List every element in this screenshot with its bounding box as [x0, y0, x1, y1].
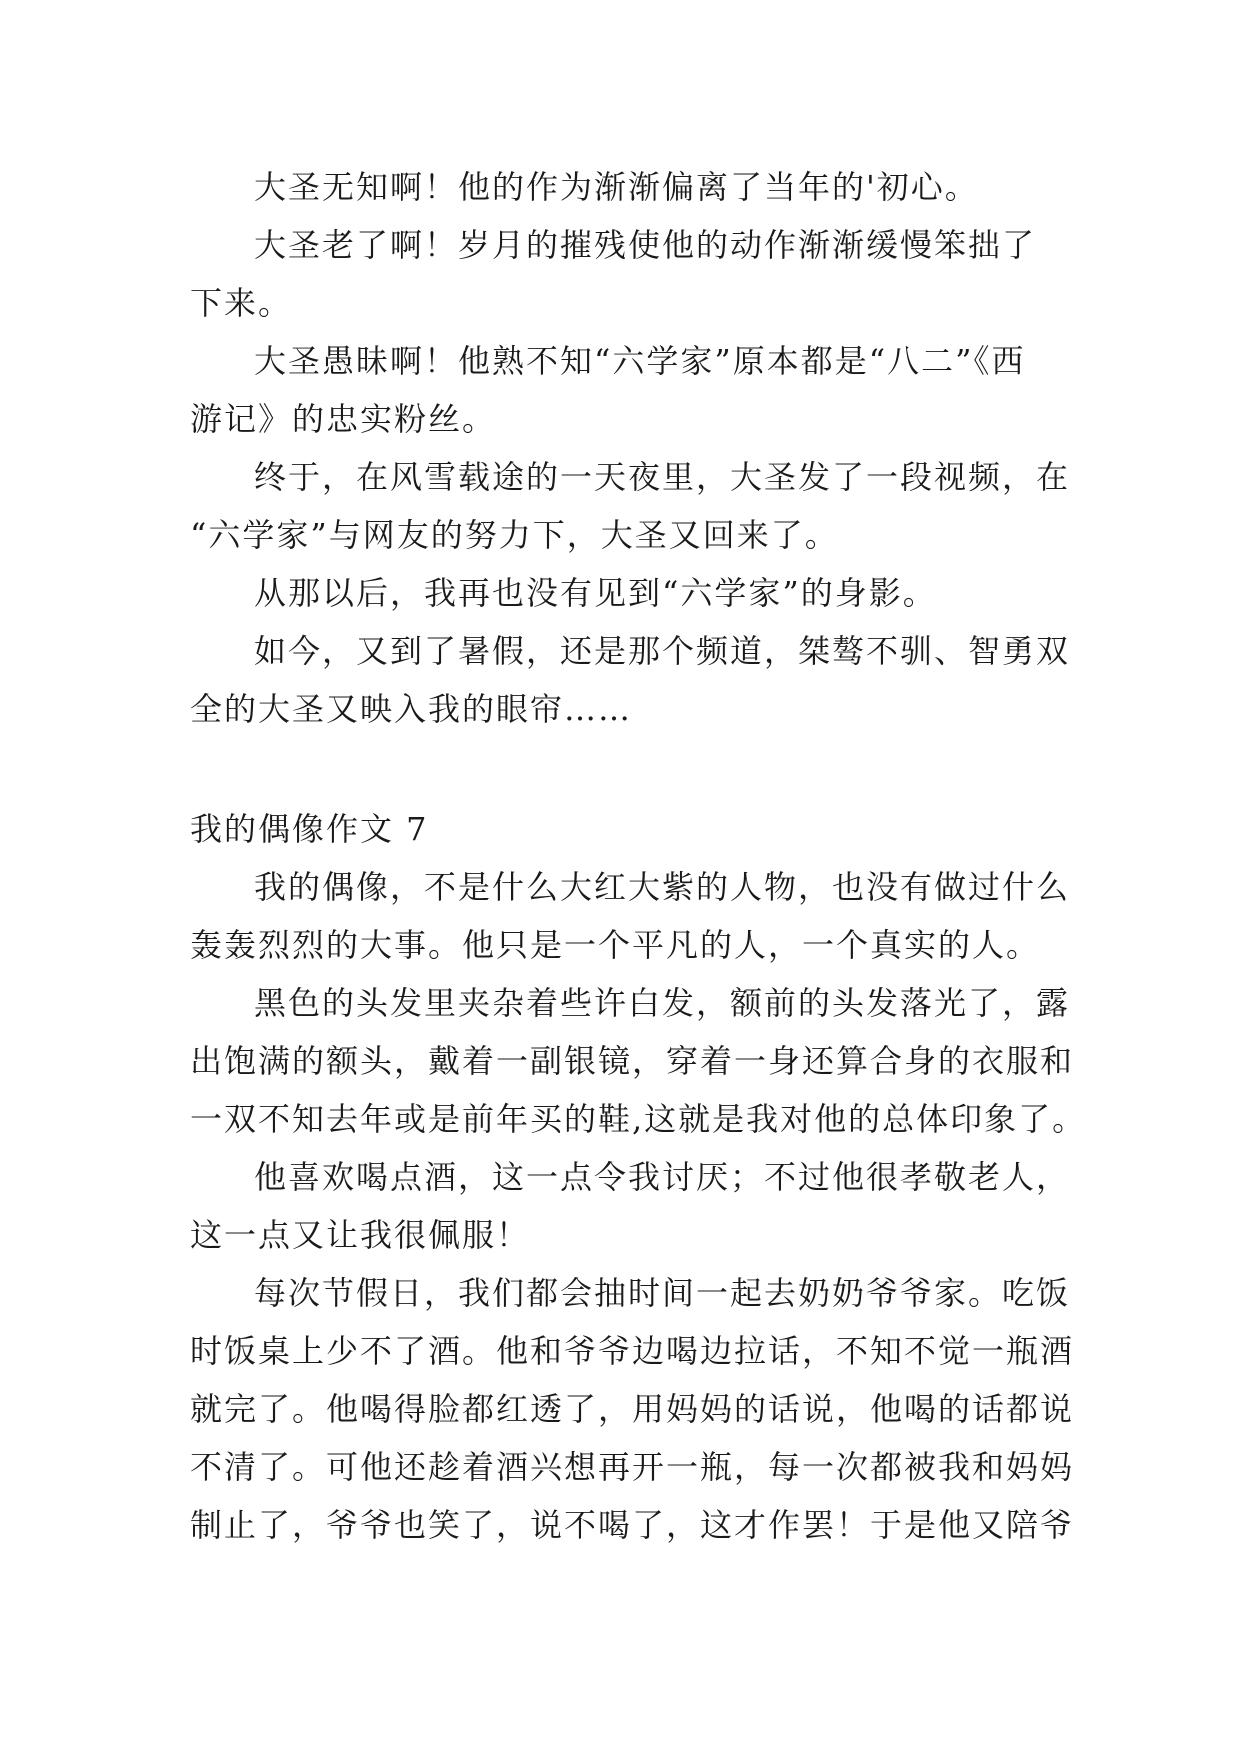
paragraph-line: 如今，又到了暑假，还是那个频道，桀骜不驯、智勇双 [254, 632, 1071, 670]
paragraph [190, 622, 1071, 738]
paragraphs-after [190, 858, 1087, 1554]
paragraph-line: 下来。 [190, 284, 293, 322]
paragraph-line: 从那以后，我再也没有见到“六学家”的身影。 [254, 574, 937, 612]
document-page [190, 158, 1087, 1554]
paragraph [190, 858, 1071, 974]
paragraph [190, 974, 1087, 1148]
paragraph-line: 就完了。他喝得脸都红透了，用妈妈的话说，他喝的话都说 [190, 1390, 1075, 1428]
paragraph [190, 158, 1062, 216]
paragraph [190, 448, 1071, 564]
paragraph [190, 216, 1062, 332]
paragraph-line: 全的大圣又映入我的眼帘…… [190, 690, 633, 728]
paragraph-line: 不清了。可他还趁着酒兴想再开一瓶，每一次都被我和妈妈 [190, 1448, 1075, 1486]
paragraph-line: 他喜欢喝点酒，这一点令我讨厌；不过他很孝敬老人， [254, 1158, 1071, 1196]
paragraph-line: 我的偶像，不是什么大红大紫的人物，也没有做过什么 [254, 868, 1071, 906]
paragraph-line: 这一点又让我很佩服！ [190, 1216, 531, 1254]
paragraph-line: 一双不知去年或是前年买的鞋,这就是我对他的总体印象了。 [190, 1100, 1087, 1138]
paragraph [190, 1264, 1075, 1554]
paragraph-line: 时饭桌上少不了酒。他和爷爷边喝边拉话，不知不觉一瓶酒 [190, 1332, 1075, 1370]
paragraph-line: 大圣老了啊！岁月的摧残使他的动作渐渐缓慢笨拙了 [254, 226, 1037, 264]
paragraph [190, 564, 1062, 622]
paragraph-line: 游记》的忠实粉丝。 [190, 400, 497, 438]
paragraph-line: 出饱满的额头，戴着一副银镜，穿着一身还算合身的衣服和 [190, 1042, 1075, 1080]
paragraph-line: 终于，在风雪载途的一天夜里，大圣发了一段视频，在 [254, 458, 1071, 496]
paragraphs-before [190, 158, 1071, 738]
paragraph-line: 轰轰烈烈的大事。他只是一个平凡的人，一个真实的人。 [190, 926, 1041, 964]
paragraph [190, 1148, 1071, 1264]
paragraph-line: 制止了，爷爷也笑了，说不喝了，这才作罢！于是他又陪爷 [190, 1506, 1075, 1544]
section-gap [190, 738, 1062, 800]
paragraph-line: 每次节假日，我们都会抽时间一起去奶奶爷爷家。吃饭 [254, 1274, 1071, 1312]
paragraph-line: “六学家”与网友的努力下，大圣又回来了。 [190, 516, 839, 554]
section-title: 我的偶像作文 7 [190, 810, 429, 848]
paragraph [190, 332, 1062, 448]
paragraph-line: 大圣愚昧啊！他熟不知“六学家”原本都是“八二”《西 [254, 342, 1026, 380]
paragraph-line: 黑色的头发里夹杂着些许白发，额前的头发落光了，露 [254, 984, 1071, 1022]
paragraph-line: 大圣无知啊！他的作为渐渐偏离了当年的'初心。 [254, 168, 979, 206]
